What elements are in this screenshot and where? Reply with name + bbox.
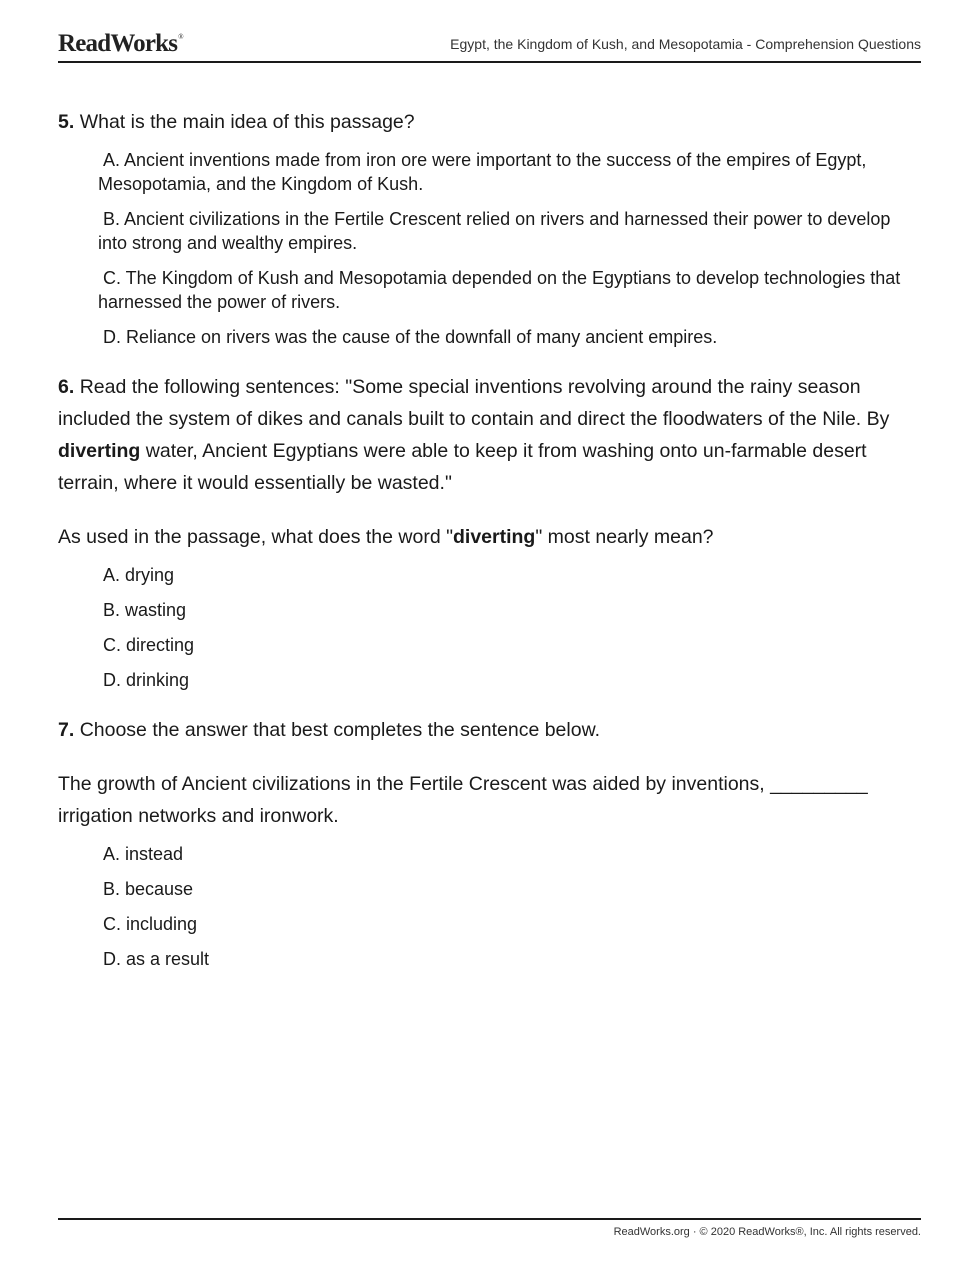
answer-option[interactable] <box>98 325 921 349</box>
question-7-options <box>98 842 921 971</box>
option-text: B. wasting <box>103 600 187 620</box>
answer-option[interactable] <box>98 668 921 692</box>
question-6-prompt <box>58 521 921 553</box>
option-text: D. as a result <box>103 949 210 969</box>
question-5-options <box>98 148 921 349</box>
question-7 <box>58 714 921 746</box>
question-7-sentence: The growth of Ancient civilizations in the Fertile Crescent was aided by inventions, _________ irrigation networks and ironwork. <box>58 773 868 827</box>
answer-option[interactable] <box>98 563 921 587</box>
option-text: B. Ancient civilizations in the Fertile Crescent relied on rivers and harnessed their power to develop into strong and wealthy empires. <box>98 209 891 253</box>
answer-option[interactable] <box>98 842 921 866</box>
answer-option[interactable] <box>98 266 921 314</box>
logo-registered-mark: ® <box>178 33 183 41</box>
logo-text: ReadWorks <box>58 30 178 57</box>
page-footer <box>58 1218 921 1238</box>
option-text: C. directing <box>103 635 195 655</box>
answer-option[interactable] <box>98 947 921 971</box>
option-text: C. including <box>103 914 198 934</box>
page-header <box>58 28 921 63</box>
question-6 <box>58 371 921 499</box>
answer-option[interactable] <box>98 877 921 901</box>
question-text-after: water, Ancient Egyptians were able to keep it from washing onto un-farmable desert terrain, where it would essentially be wasted." <box>58 440 867 494</box>
question-text-before: Read the following sentences: "Some special inventions revolving around the rainy season included the system of dikes and canals built to contain and direct the floodwaters of the Nile. By <box>58 376 890 430</box>
answer-option[interactable] <box>98 207 921 255</box>
prompt-text-after: " most nearly mean? <box>535 526 714 548</box>
question-text: Choose the answer that best completes the sentence below. <box>79 719 601 741</box>
question-text: What is the main idea of this passage? <box>79 111 415 133</box>
question-5 <box>58 106 921 138</box>
answer-option[interactable] <box>98 148 921 196</box>
option-text: A. instead <box>103 844 184 864</box>
questions-content <box>58 106 921 982</box>
readworks-logo <box>58 30 183 58</box>
question-number: 6. <box>58 376 75 398</box>
option-text: A. drying <box>103 565 175 585</box>
question-number: 7. <box>58 719 75 741</box>
highlighted-word: diverting <box>58 440 141 462</box>
question-number: 5. <box>58 111 75 133</box>
answer-option[interactable] <box>98 633 921 657</box>
document-title: Egypt, the Kingdom of Kush, and Mesopotamia - Comprehension Questions <box>450 36 921 52</box>
prompt-highlighted-word: diverting <box>453 526 536 548</box>
question-6-options <box>98 563 921 692</box>
answer-option[interactable] <box>98 912 921 936</box>
option-text: D. drinking <box>103 670 190 690</box>
answer-option[interactable] <box>98 598 921 622</box>
prompt-text-before: As used in the passage, what does the word " <box>58 526 453 548</box>
option-text: C. The Kingdom of Kush and Mesopotamia depended on the Egyptians to develop technologies that harnessed the power of rivers. <box>98 268 901 312</box>
option-text: B. because <box>103 879 194 899</box>
option-text: D. Reliance on rivers was the cause of the downfall of many ancient empires. <box>103 327 718 347</box>
copyright-text: ReadWorks.org · © 2020 ReadWorks®, Inc. All rights reserved. <box>613 1226 921 1238</box>
option-text: A. Ancient inventions made from iron ore were important to the success of the empires of Egypt, Mesopotamia, and the Kingdom of Kush. <box>98 150 867 194</box>
